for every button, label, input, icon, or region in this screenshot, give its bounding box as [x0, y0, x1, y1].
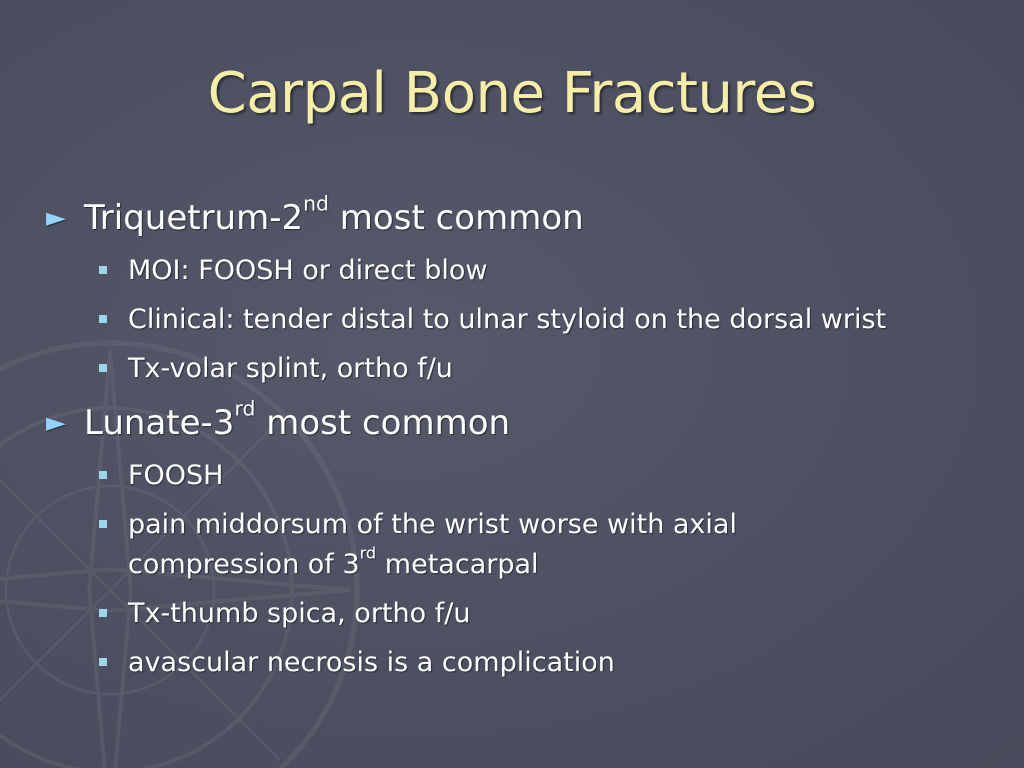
bullet-item — [46, 191, 1006, 242]
bullet-text: Lunate-3rd most common — [84, 396, 511, 443]
sub-bullet-item — [46, 594, 1006, 634]
bullet-item — [46, 396, 1006, 447]
sub-bullet-text: MOI: FOOSH or direct blow — [128, 255, 488, 286]
sub-bullet-text: Clinical: tender distal to ulnar styloid on the dorsal wrist — [128, 304, 887, 335]
square-bullet-icon — [99, 658, 107, 666]
square-bullet-icon — [99, 364, 107, 372]
bullet-text: Triquetrum-2nd most common — [84, 191, 584, 238]
sub-bullet-text: Tx-volar splint, ortho f/u — [128, 353, 453, 384]
square-bullet-icon — [99, 609, 107, 617]
sub-bullet-text: FOOSH — [128, 460, 224, 491]
slide-title: Carpal Bone Fractures — [207, 61, 817, 126]
square-bullet-icon — [99, 315, 107, 323]
sub-bullet-item — [46, 505, 1006, 585]
triangle-bullet-icon: ► — [46, 203, 66, 233]
sub-bullet-item — [46, 349, 1006, 389]
square-bullet-icon — [99, 520, 107, 528]
square-bullet-icon — [99, 471, 107, 479]
sub-bullet-text: avascular necrosis is a complication — [128, 647, 615, 678]
square-bullet-icon — [99, 266, 107, 274]
sub-bullet-item — [46, 251, 1006, 291]
sub-bullet-item — [46, 643, 1006, 683]
sub-bullet-item — [46, 300, 1006, 340]
sub-bullet-text: Tx-thumb spica, ortho f/u — [128, 598, 471, 629]
sub-bullet-item — [46, 456, 1006, 496]
bullet-list — [46, 188, 1006, 683]
triangle-bullet-icon: ► — [46, 408, 66, 438]
sub-bullet-text: pain middorsum of the wrist worse with axial compression of 3rd metacarpal — [128, 509, 737, 580]
